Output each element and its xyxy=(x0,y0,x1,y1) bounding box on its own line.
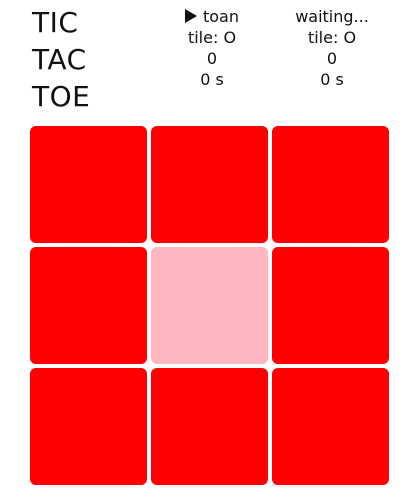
board-cell-r1-c1[interactable] xyxy=(30,126,147,243)
player-two-time: 0 s xyxy=(320,70,344,89)
player-one-name-row xyxy=(142,6,282,27)
title-line-toe: TOE xyxy=(32,80,91,113)
board-cell-r3-c2[interactable] xyxy=(151,368,268,485)
board-cell-r3-c3[interactable] xyxy=(272,368,389,485)
current-turn-arrow-icon xyxy=(185,9,197,23)
board-cell-r1-c2[interactable] xyxy=(151,126,268,243)
player-two-name: waiting... xyxy=(295,7,369,26)
player-two-tile: tile: O xyxy=(307,28,357,47)
player-one-score: 0 xyxy=(206,49,218,68)
title-line-tic: TIC xyxy=(32,6,79,39)
player-one-tile: tile: O xyxy=(187,28,237,47)
game-board xyxy=(30,126,391,487)
player-one-panel xyxy=(142,6,282,90)
title-line-tac: TAC xyxy=(32,43,87,76)
board-cell-r2-c2[interactable] xyxy=(151,247,268,364)
board-cell-r2-c1[interactable] xyxy=(30,247,147,364)
board-cell-r3-c1[interactable] xyxy=(30,368,147,485)
player-two-panel xyxy=(262,6,402,90)
player-one-name: toan xyxy=(202,7,239,26)
board-cell-r2-c3[interactable] xyxy=(272,247,389,364)
player-two-score: 0 xyxy=(326,49,338,68)
board-cell-r1-c3[interactable] xyxy=(272,126,389,243)
game-title xyxy=(32,4,142,115)
player-one-time: 0 s xyxy=(200,70,224,89)
